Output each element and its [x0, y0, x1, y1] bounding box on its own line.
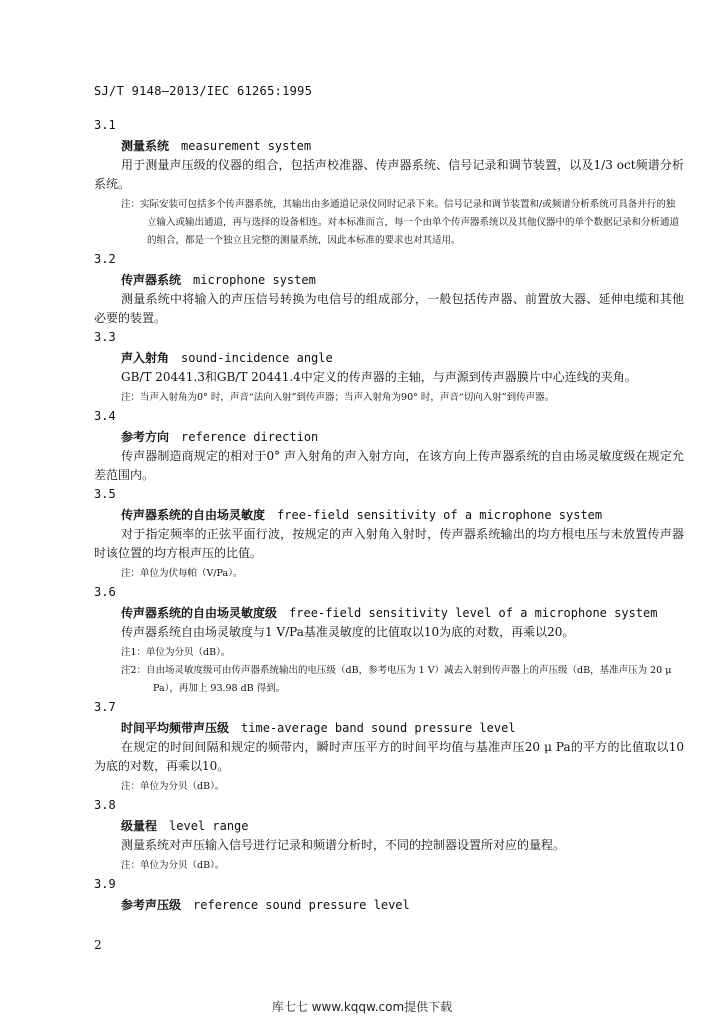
term-english: reference direction	[181, 430, 319, 444]
term-chinese: 参考方向	[121, 430, 170, 444]
term-definition: GB/T 20441.3和GB/T 20441.4中定义的传声器的主轴，与声源到传声器膜片中心连线的夹角。	[121, 370, 637, 384]
term-english: free-field sensitivity of a microphone system	[277, 508, 603, 522]
term-definition: 用于测量声压级的仪器的组合，包括声校准器、传声器系统、信号记录和调节装置，以及1/3 oct频谱分析系统。	[94, 158, 684, 191]
term-note: 注2：自由场灵敏度级可由传声器系统输出的电压级（dB，参考电压为 1 V）减去入射到传声器上的声压级（dB，基准声压为 20 μ Pa），再加上 93.98 dB 得到。	[121, 665, 672, 694]
term-chinese: 声入射角	[121, 351, 170, 365]
term-english: time-average band sound pressure level	[241, 721, 516, 735]
clause-number: 3.3	[94, 330, 116, 344]
definition-entry	[94, 487, 684, 583]
definition-entry	[94, 798, 684, 875]
term-definition: 传声器制造商规定的相对于0° 声入射角的声入射方向，在该方向上传声器系统的自由场灵敏度级在规定允差范围内。	[94, 449, 684, 482]
term-heading	[121, 272, 684, 288]
term-definition: 在规定的时间间隔和规定的频带内，瞬时声压平方的时间平均值与基准声压20 μ Pa的平方的比值取以10为底的对数，再乘以10。	[94, 740, 684, 773]
clause-number: 3.6	[94, 585, 116, 599]
clause-number: 3.5	[94, 487, 116, 501]
page-number: 2	[94, 938, 102, 952]
definition-entry	[94, 252, 684, 328]
term-chinese: 级量程	[121, 819, 158, 833]
term-english: reference sound pressure level	[193, 898, 410, 912]
term-english: level range	[169, 819, 249, 833]
term-english: sound-incidence angle	[181, 351, 333, 365]
clause-number: 3.1	[94, 118, 116, 132]
term-english: microphone system	[193, 273, 316, 287]
clause-number: 3.4	[94, 409, 116, 423]
term-note: 注：单位为分贝（dB）。	[121, 860, 225, 871]
definition-entry	[94, 700, 684, 796]
definition-entry	[94, 585, 684, 698]
term-note: 注：当声入射角为0° 时，声音“法向入射”到传声器；当声入射角为90° 时，声音“切向入射”到传声器。	[121, 392, 555, 403]
download-footer: 库七七 www.kqqw.com提供下载	[271, 1000, 453, 1014]
term-heading	[121, 720, 684, 736]
term-definition: 测量系统中将输入的声压信号转换为电信号的组成部分，一般包括传声器、前置放大器、延伸电缆和其他必要的装置。	[94, 292, 684, 325]
term-chinese: 参考声压级	[121, 898, 182, 912]
clause-number: 3.7	[94, 700, 116, 714]
definition-entry	[94, 409, 684, 485]
term-english: measurement system	[181, 139, 312, 153]
term-note: 注：单位为伏每帕（V/Pa）。	[121, 568, 243, 579]
term-heading	[121, 138, 684, 154]
term-heading	[121, 605, 684, 621]
term-heading	[121, 897, 684, 913]
definition-entry	[94, 330, 684, 407]
term-heading	[121, 429, 684, 445]
term-chinese: 测量系统	[121, 139, 170, 153]
definition-entry	[94, 877, 684, 913]
term-heading	[121, 818, 684, 834]
term-heading	[121, 350, 684, 366]
term-note: 注：实际安装可包括多个传声器系统，其输出由多通道记录仪同时记录下来。信号记录和调节装置和/或频谱分析系统可具备并行的独立输入或输出通道，再与选择的设备相连。对本标准而言，每一个由单个传声器系统以及其他仪器中的单个数据记录和分析通道的组合，都是一个独立且完整的测量系统，因此本标准的要求也对其适用。	[121, 199, 680, 246]
term-chinese: 传声器系统的自由场灵敏度	[121, 508, 266, 522]
term-chinese: 传声器系统	[121, 273, 182, 287]
term-heading	[121, 507, 684, 523]
clause-number: 3.9	[94, 877, 116, 891]
term-english: free-field sensitivity level of a microphone system	[289, 606, 658, 620]
standard-header: SJ/T 9148—2013/IEC 61265:1995	[94, 84, 313, 98]
term-chinese: 传声器系统的自由场灵敏度级	[121, 606, 278, 620]
term-definition: 传声器系统自由场灵敏度与1 V/Pa基准灵敏度的比值取以10为底的对数，再乘以20。	[121, 625, 575, 639]
term-definition: 测量系统对声压输入信号进行记录和频谱分析时，不同的控制器设置所对应的量程。	[121, 838, 566, 852]
term-chinese: 时间平均频带声压级	[121, 721, 230, 735]
definitions-list	[94, 118, 684, 915]
term-definition: 对于指定频率的正弦平面行波，按规定的声入射角入射时，传声器系统输出的均方根电压与未放置传声器时该位置的均方根声压的比值。	[94, 527, 684, 560]
term-note: 注：单位为分贝（dB）。	[121, 781, 225, 792]
term-note: 注1：单位为分贝（dB）。	[121, 647, 231, 658]
clause-number: 3.2	[94, 252, 116, 266]
definition-entry	[94, 118, 684, 250]
clause-number: 3.8	[94, 798, 116, 812]
